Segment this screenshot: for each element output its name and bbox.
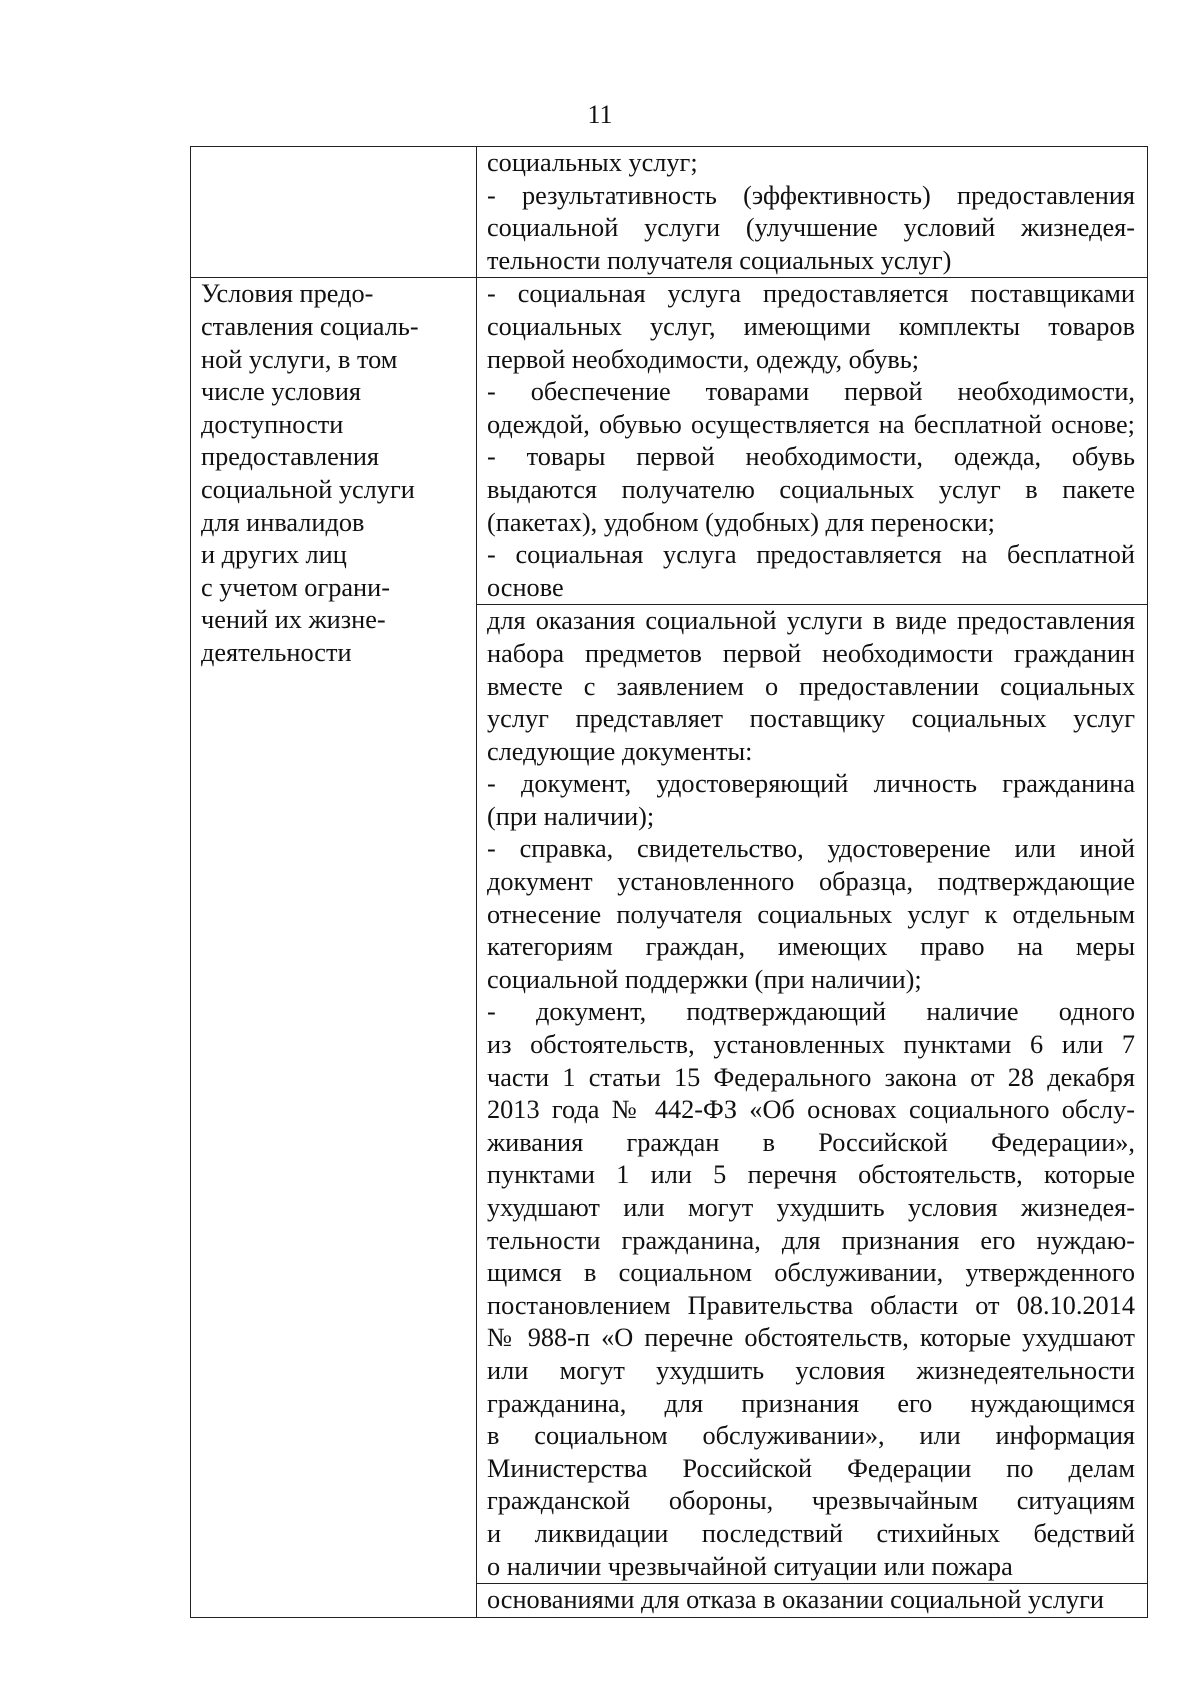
text-line: для оказания социальной услуги в виде предоставления [487, 606, 1135, 636]
heading-line: с учетом ограни- [201, 572, 390, 602]
text-line: щимся в социальном обслуживании, утвержденного [487, 1258, 1135, 1288]
text-line: - справка, свидетельство, удостоверение или иной [487, 834, 1135, 864]
text-line: в социальном обслуживании», или информация [487, 1421, 1135, 1451]
right-cell-refusal [477, 1584, 1148, 1618]
text-line: тельности получателя социальных услуг) [487, 245, 952, 275]
heading-line: для инвалидов [201, 507, 365, 537]
heading-line: Условия предо- [201, 279, 374, 309]
text-line: из обстоятельств, установленных пунктами 6 или 7 [487, 1030, 1135, 1060]
text-line: социальных услуг, имеющими комплекты товаров [487, 311, 1135, 341]
heading-line: чений их жизне- [201, 605, 386, 635]
services-table [190, 146, 1148, 1618]
text-line: гражданина, для признания его нуждающимся [487, 1388, 1135, 1418]
text-line: - обеспечение товарами первой необходимости, [487, 377, 1135, 407]
text-line: постановлением Правительства области от 08.10.2014 [487, 1290, 1135, 1320]
text-line: тельности гражданина, для признания его нуждаю- [487, 1225, 1135, 1255]
heading-line: ставления социаль- [201, 311, 419, 341]
text-line: категориям граждан, имеющих право на меры [487, 932, 1135, 962]
heading-line: числе условия [201, 377, 362, 407]
heading-line: доступности [201, 409, 344, 439]
text-line: первой необходимости, одежду, обувь; [487, 344, 920, 374]
text-line: - документ, подтверждающий наличие одного [487, 997, 1135, 1027]
page-number: 11 [587, 100, 613, 129]
text-line: выдаются получателю социальных услуг в пакете [487, 474, 1135, 504]
text-line: основе [487, 572, 564, 602]
heading-line: социальной услуги [201, 474, 415, 504]
left-cell-empty [191, 147, 477, 278]
text-line: - товары первой необходимости, одежда, обувь [487, 442, 1135, 472]
text-line: - социальная услуга предоставляется на бесплатной [487, 540, 1135, 570]
text-line: Министерства Российской Федерации по делам [487, 1453, 1135, 1483]
right-cell-documents [477, 605, 1148, 1584]
text-line: и ликвидации последствий стихийных бедствий [487, 1518, 1135, 1548]
text-line: (пакетах), удобном (удобных) для переноски; [487, 507, 995, 537]
text-line: 2013 года № 442-ФЗ «Об основах социального обслу- [487, 1095, 1135, 1125]
heading-line: деятельности [201, 637, 352, 667]
text-line: одеждой, обувью осуществляется на бесплатной основе; [487, 409, 1135, 439]
text-line: набора предметов первой необходимости гражданин [487, 638, 1135, 668]
heading-line: и других лиц [201, 540, 347, 570]
text-line: - социальная услуга предоставляется поставщиками [487, 279, 1135, 309]
text-line: документ установленного образца, подтверждающие [487, 867, 1135, 897]
text-line: социальной поддержки (при наличии); [487, 964, 922, 994]
text-line: основаниями для отказа в оказании социальной услуги [487, 1585, 1104, 1615]
text-line: услуг представляет поставщику социальных услуг [487, 704, 1135, 734]
text-line: живания граждан в Российской Федерации», [487, 1127, 1135, 1157]
text-line: социальной услуги (улучшение условий жизнедея- [487, 213, 1135, 243]
heading-line: предоставления [201, 442, 379, 472]
text-line: - документ, удостоверяющий личность гражданина [487, 769, 1135, 799]
text-line: социальных услуг; [487, 148, 698, 177]
right-cell-results [477, 147, 1148, 278]
text-line: ухудшают или могут ухудшить условия жизнедея- [487, 1193, 1135, 1222]
text-line: пунктами 1 или 5 перечня обстоятельств, которые [487, 1160, 1135, 1190]
text-line: или могут ухудшить условия жизнедеятельности [487, 1355, 1135, 1385]
text-line: отнесение получателя социальных услуг к отдельным [487, 899, 1135, 929]
right-cell-conditions [477, 278, 1148, 605]
text-line: части 1 статьи 15 Федерального закона от 28 декабря [487, 1062, 1135, 1092]
table-row [191, 278, 1148, 605]
text-line: следующие документы: [487, 736, 753, 766]
text-line: (при наличии); [487, 801, 655, 831]
conditions-heading-cell [191, 278, 477, 1617]
text-line: о наличии чрезвычайной ситуации или пожара [487, 1551, 1013, 1581]
text-line: вместе с заявлением о предоставлении социальных [487, 671, 1135, 701]
table-row [191, 147, 1148, 278]
heading-line: ной услуги, в том [201, 344, 398, 374]
text-line: - результативность (эффективность) предоставления [487, 180, 1135, 210]
text-line: гражданской обороны, чрезвычайным ситуациям [487, 1486, 1135, 1516]
text-line: № 988-п «О перечне обстоятельств, которые ухудшают [487, 1323, 1135, 1353]
